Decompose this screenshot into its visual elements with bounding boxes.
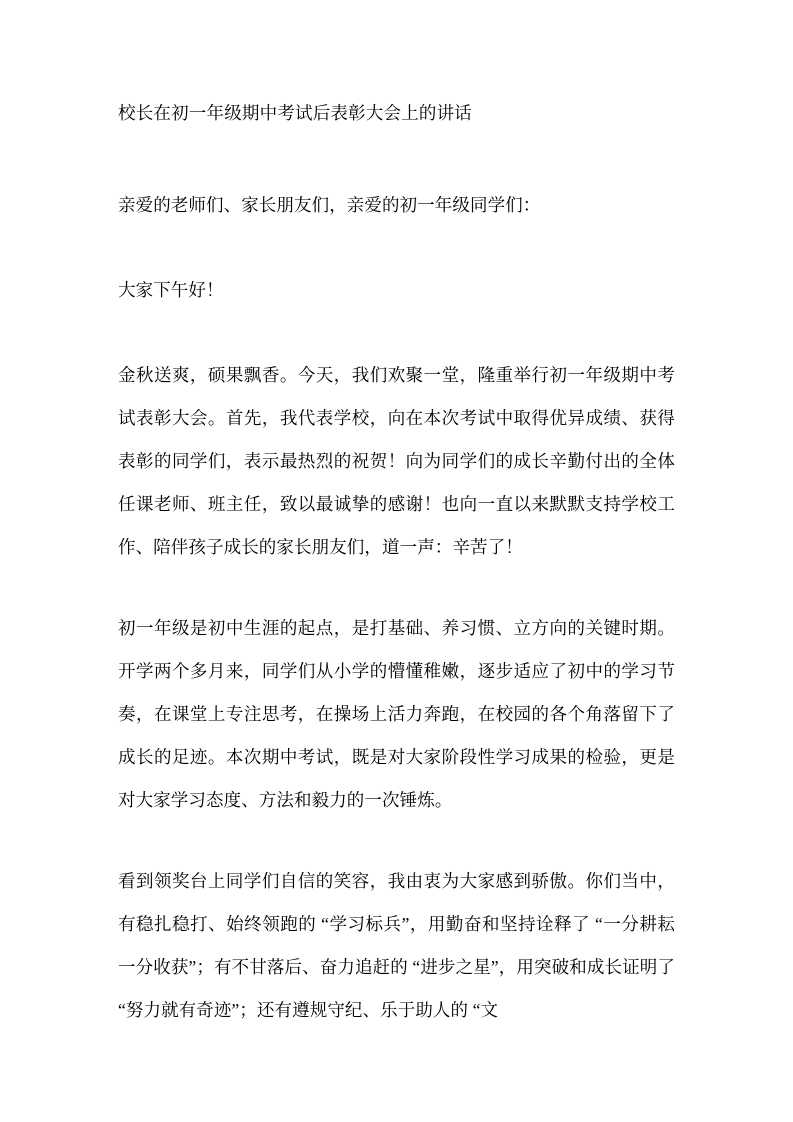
paragraph-body-1: 金秋送爽，硕果飘香。今天，我们欢聚一堂，隆重举行初一年级期中考试表彰大会。首先，我代表学校，向在本次考试中取得优异成绩、获得表彰的同学们，表示最热烈的祝贺！向为同学们的成长辛勤付出的全体任课老师、班主任，致以最诚挚的感谢！也向一直以来默默支持学校工作、陪伴孩子成长的家长朋友们，道一声：辛苦了！ [118, 365, 675, 558]
paragraph-salutation: 亲爱的老师们、家长朋友们，亲爱的初一年级同学们： [118, 195, 541, 216]
paragraph-body-2: 初一年级是初中生涯的起点，是打基础、养习惯、立方向的关键时期。开学两个多月来，同学们从小学的懵懂稚嫩，逐步适应了初中的学习节奏，在课堂上专注思考，在操场上活力奔跑，在校园的各个角落留下了成长的足迹。本次期中考试，既是对大家阶段性学习成果的检验，更是对大家学习态度、方法和毅力的一次锤炼。 [118, 618, 675, 811]
page-title: 校长在初一年级期中考试后表彰大会上的讲话 [118, 103, 472, 123]
paragraph-greeting: 大家下午好！ [118, 280, 224, 301]
paragraph-body-3: 看到领奖台上同学们自信的笑容，我由衷为大家感到骄傲。你们当中，有稳扎稳打、始终领跑的 “学习标兵”，用勤奋和坚持诠释了 “一分耕耘一分收获”；有不甘落后、奋力追赶的 “进步之星”，用突破和成长证明了 “努力就有奇迹”；还有遵规守纪、乐于助人的 “文 [118, 871, 675, 1021]
